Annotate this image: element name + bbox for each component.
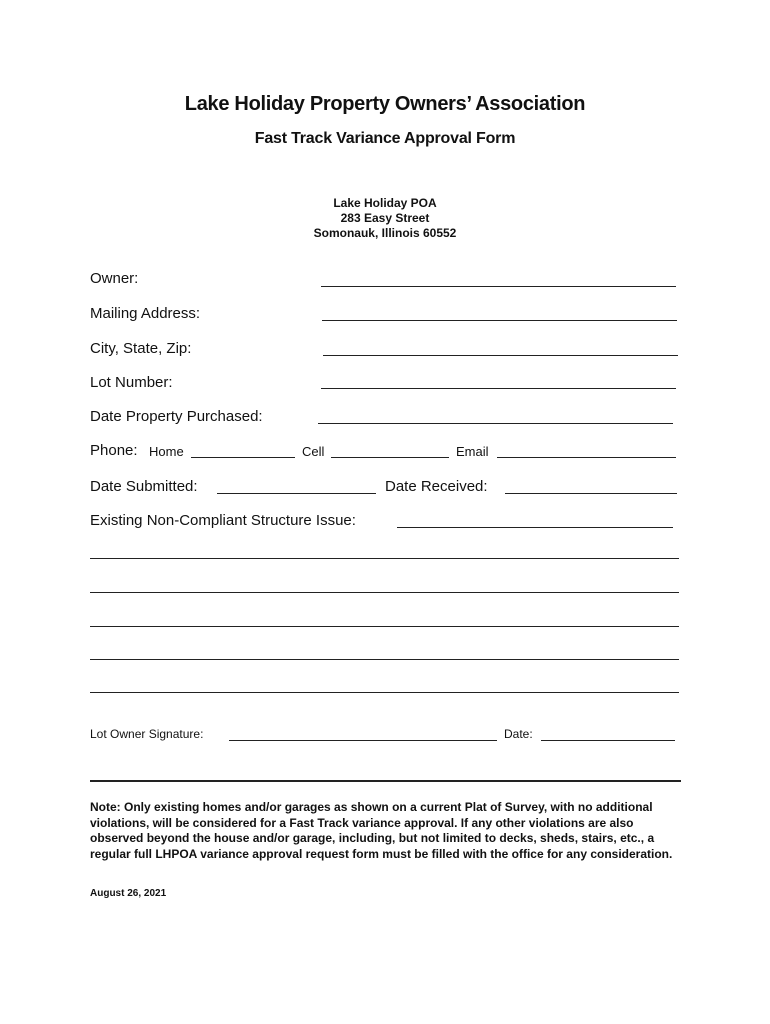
lot-number-field[interactable] [321,388,676,389]
phone-home-label: Home [149,444,184,459]
phone-home-field[interactable] [191,457,295,458]
address-line-3: Somonauk, Illinois 60552 [313,226,457,240]
note-paragraph: Note: Only existing homes and/or garages as shown on a current Plat of Survey, with no additional violations, will be considered for a Fast Track variance approval. If any other violations are also observed beyond the house and/or garage, including, but not limited to decks, sheds, stairs, etc., a regular full LHPOA variance approval request form must be filled with the office for any consideration. [90,800,673,861]
date-submitted-label: Date Submitted: [90,478,198,495]
form-revision-date: August 26, 2021 [90,888,167,899]
structure-issue-field[interactable] [397,527,673,528]
mailing-address-label: Mailing Address: [90,305,201,322]
description-line-3[interactable] [90,626,679,627]
signature-date-field[interactable] [541,740,675,741]
phone-label: Phone: [90,442,138,459]
date-submitted-field[interactable] [217,493,376,494]
lot-number-label: Lot Number: [90,374,173,391]
form-title: Lake Holiday Property Owners’ Association [184,93,586,115]
address-line-2: 283 Easy Street [340,211,430,225]
date-received-field[interactable] [505,493,677,494]
date-purchased-label: Date Property Purchased: [90,408,263,425]
signature-date-label: Date: [504,727,533,741]
description-line-2[interactable] [90,592,679,593]
email-field[interactable] [497,457,676,458]
mailing-address-field[interactable] [322,320,677,321]
owner-label: Owner: [90,270,139,287]
description-line-4[interactable] [90,659,679,660]
section-divider [90,780,681,782]
description-line-5[interactable] [90,692,679,693]
address-line-1: Lake Holiday POA [333,196,437,210]
date-purchased-field[interactable] [318,423,673,424]
form-subtitle: Fast Track Variance Approval Form [254,130,516,147]
structure-issue-label: Existing Non-Compliant Structure Issue: [90,512,356,529]
description-line-1[interactable] [90,558,679,559]
phone-cell-label: Cell [302,444,325,459]
owner-field[interactable] [321,286,676,287]
city-state-zip-label: City, State, Zip: [90,340,192,357]
city-state-zip-field[interactable] [323,355,678,356]
email-label: Email [456,444,489,459]
date-received-label: Date Received: [385,478,488,495]
phone-cell-field[interactable] [331,457,449,458]
signature-field[interactable] [229,740,497,741]
signature-label: Lot Owner Signature: [90,727,204,741]
